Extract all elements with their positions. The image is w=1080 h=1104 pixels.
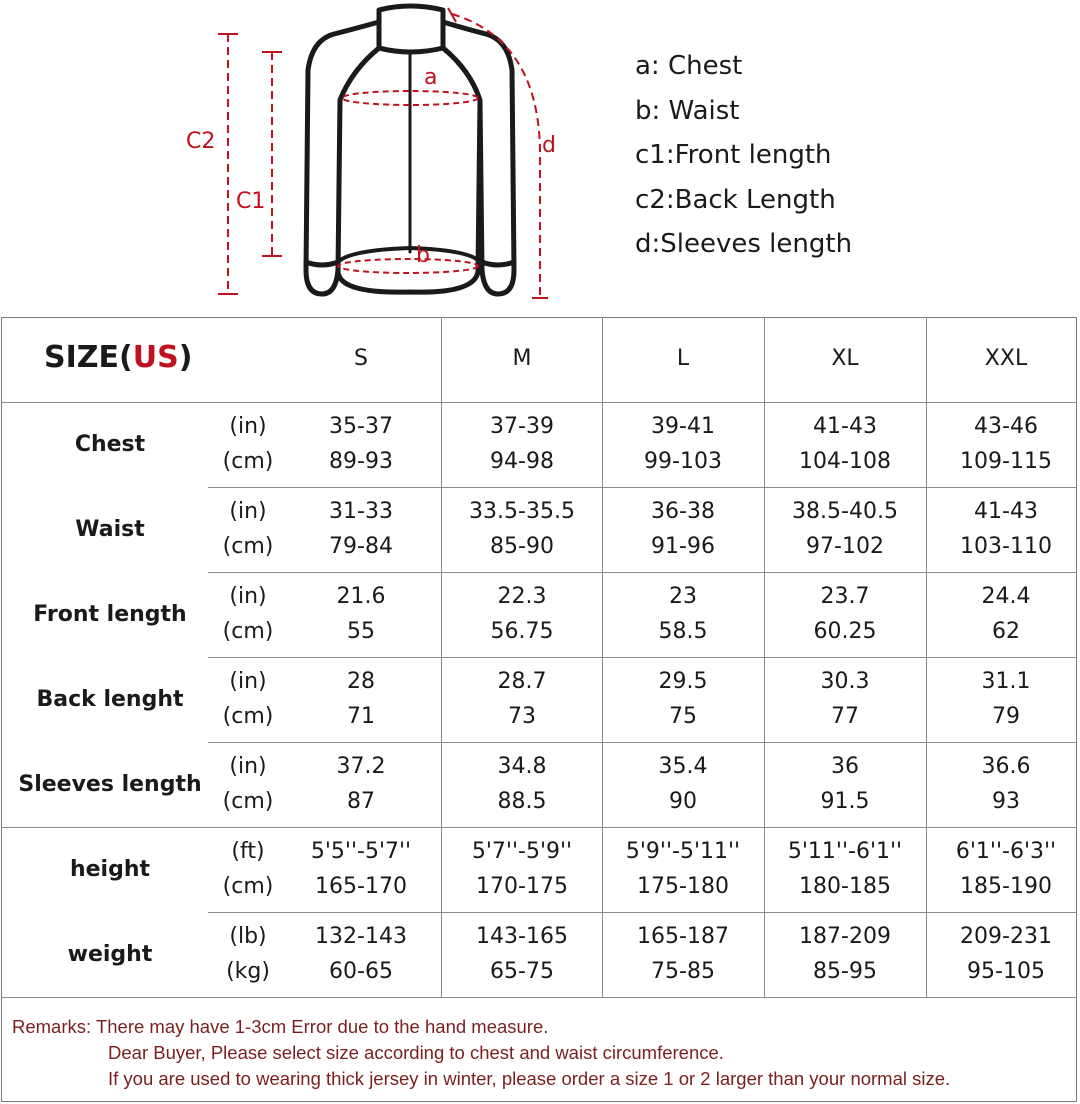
- table-cell: 165-170: [315, 874, 407, 899]
- divider: [208, 572, 1077, 573]
- legend-item-waist: b: Waist: [635, 95, 740, 126]
- table-cell: 22.3: [497, 584, 547, 609]
- table-cell: 60.25: [813, 619, 877, 644]
- label-c1: C1: [236, 189, 266, 214]
- table-cell: 104-108: [799, 449, 891, 474]
- table-cell: 60-65: [329, 959, 393, 984]
- table-cell: 36: [831, 754, 859, 779]
- table-cell: 34.8: [497, 754, 547, 779]
- table-cell: 209-231: [960, 924, 1052, 949]
- unit-label: (kg): [226, 959, 270, 984]
- table-cell: 24.4: [981, 584, 1031, 609]
- table-cell: 41-43: [813, 414, 877, 439]
- divider: [208, 487, 1077, 488]
- table-cell: 56.75: [490, 619, 554, 644]
- divider: [1, 827, 1077, 828]
- row-label: Chest: [74, 432, 146, 457]
- table-cell: 5'9''-5'11'': [625, 839, 741, 864]
- table-cell: 23.7: [820, 584, 870, 609]
- remarks-line: If you are used to wearing thick jersey in winter, please order a size 1 or 2 larger than your normal size.: [108, 1068, 951, 1089]
- table-cell: 75: [669, 704, 697, 729]
- remarks-line: Dear Buyer, Please select size according to chest and waist circumference.: [108, 1042, 724, 1063]
- table-cell: 175-180: [637, 874, 729, 899]
- table-cell: 36.6: [981, 754, 1031, 779]
- table-cell: 85-95: [813, 959, 877, 984]
- col-header-s: S: [354, 346, 368, 371]
- table-cell: 30.3: [820, 669, 870, 694]
- table-cell: 5'5''-5'7'': [310, 839, 412, 864]
- unit-label: (in): [229, 584, 267, 609]
- unit-label: (cm): [222, 619, 274, 644]
- unit-label: (in): [229, 754, 267, 779]
- table-cell: 88.5: [497, 789, 547, 814]
- table-cell: 79-84: [329, 534, 393, 559]
- unit-label: (cm): [222, 789, 274, 814]
- table-cell: 95-105: [967, 959, 1045, 984]
- col-header-l: L: [676, 346, 690, 371]
- row-label: Back lenght: [36, 687, 184, 712]
- row-label: height: [69, 857, 151, 882]
- table-cell: 6'1''-6'3'': [955, 839, 1057, 864]
- table-cell: 55: [347, 619, 375, 644]
- label-d: d: [542, 133, 556, 158]
- divider: [208, 657, 1077, 658]
- table-cell: 43-46: [974, 414, 1038, 439]
- table-cell: 79: [992, 704, 1020, 729]
- table-cell: 75-85: [651, 959, 715, 984]
- row-label: Front length: [33, 602, 187, 627]
- unit-label: (in): [229, 669, 267, 694]
- table-cell: 99-103: [644, 449, 722, 474]
- table-cell: 28.7: [497, 669, 547, 694]
- table-cell: 36-38: [651, 499, 715, 524]
- table-cell: 38.5-40.5: [792, 499, 898, 524]
- divider: [208, 742, 1077, 743]
- table-cell: 62: [992, 619, 1020, 644]
- divider: [208, 912, 1077, 913]
- remarks-line: Remarks: There may have 1-3cm Error due to the hand measure.: [12, 1016, 549, 1037]
- label-c2: C2: [186, 129, 216, 154]
- legend-item-chest: a: Chest: [635, 51, 743, 81]
- divider: [1, 997, 1077, 998]
- table-cell: 5'7''-5'9'': [471, 839, 573, 864]
- table-cell: 91-96: [651, 534, 715, 559]
- table-cell: 31.1: [981, 669, 1031, 694]
- col-header-m: M: [512, 346, 532, 371]
- table-cell: 23: [669, 584, 697, 609]
- table-cell: 71: [347, 704, 375, 729]
- table-cell: 35.4: [658, 754, 708, 779]
- table-cell: 187-209: [799, 924, 891, 949]
- table-cell: 39-41: [651, 414, 715, 439]
- table-cell: 89-93: [329, 449, 393, 474]
- col-header-xxl: XXL: [984, 346, 1028, 371]
- table-cell: 41-43: [974, 499, 1038, 524]
- unit-label: (cm): [222, 449, 274, 474]
- row-label: Sleeves length: [18, 772, 202, 797]
- table-cell: 5'11''-6'1'': [787, 839, 903, 864]
- unit-label: (cm): [222, 704, 274, 729]
- table-cell: 21.6: [336, 584, 386, 609]
- table-cell: 65-75: [490, 959, 554, 984]
- remarks: [12, 1014, 950, 1092]
- size-header: SIZE(US): [44, 340, 193, 375]
- table-cell: 31-33: [329, 499, 393, 524]
- legend-item-back-length: c2:Back Length: [635, 184, 836, 215]
- table-cell: 77: [831, 704, 859, 729]
- label-a: a: [424, 65, 438, 90]
- table-cell: 109-115: [960, 449, 1052, 474]
- table-cell: 97-102: [806, 534, 884, 559]
- table-cell: 170-175: [476, 874, 568, 899]
- jacket-diagram: [0, 0, 1080, 310]
- table-cell: 28: [347, 669, 375, 694]
- unit-label: (lb): [229, 924, 267, 949]
- table-cell: 58.5: [658, 619, 708, 644]
- row-label: weight: [67, 942, 153, 967]
- legend-item-front-length: c1:Front length: [635, 140, 832, 170]
- waist-guide: [338, 259, 478, 273]
- jacket-outline-icon: [306, 6, 514, 294]
- col-header-xl: XL: [831, 346, 859, 371]
- table-cell: 29.5: [658, 669, 708, 694]
- table-cell: 87: [347, 789, 375, 814]
- table-cell: 94-98: [490, 449, 554, 474]
- table-cell: 85-90: [490, 534, 554, 559]
- unit-label: (in): [229, 414, 267, 439]
- table-cell: 132-143: [315, 924, 407, 949]
- unit-label: (in): [229, 499, 267, 524]
- table-cell: 93: [992, 789, 1020, 814]
- divider: [1, 402, 1077, 403]
- unit-label: (cm): [222, 534, 274, 559]
- table-cell: 185-190: [960, 874, 1052, 899]
- table-cell: 165-187: [637, 924, 729, 949]
- table-cell: 37.2: [336, 754, 386, 779]
- table-cell: 35-37: [329, 414, 393, 439]
- unit-label: (ft): [231, 839, 265, 864]
- table-cell: 180-185: [799, 874, 891, 899]
- row-label: Waist: [75, 517, 145, 542]
- table-cell: 103-110: [960, 534, 1052, 559]
- table-cell: 37-39: [490, 414, 554, 439]
- table-cell: 91.5: [820, 789, 870, 814]
- table-cell: 33.5-35.5: [469, 499, 575, 524]
- label-b: b: [416, 243, 430, 268]
- table-cell: 90: [669, 789, 697, 814]
- table-cell: 73: [508, 704, 536, 729]
- unit-label: (cm): [222, 874, 274, 899]
- measurement-legend: [635, 44, 852, 267]
- legend-item-sleeves-length: d:Sleeves length: [635, 229, 853, 259]
- table-cell: 143-165: [476, 924, 568, 949]
